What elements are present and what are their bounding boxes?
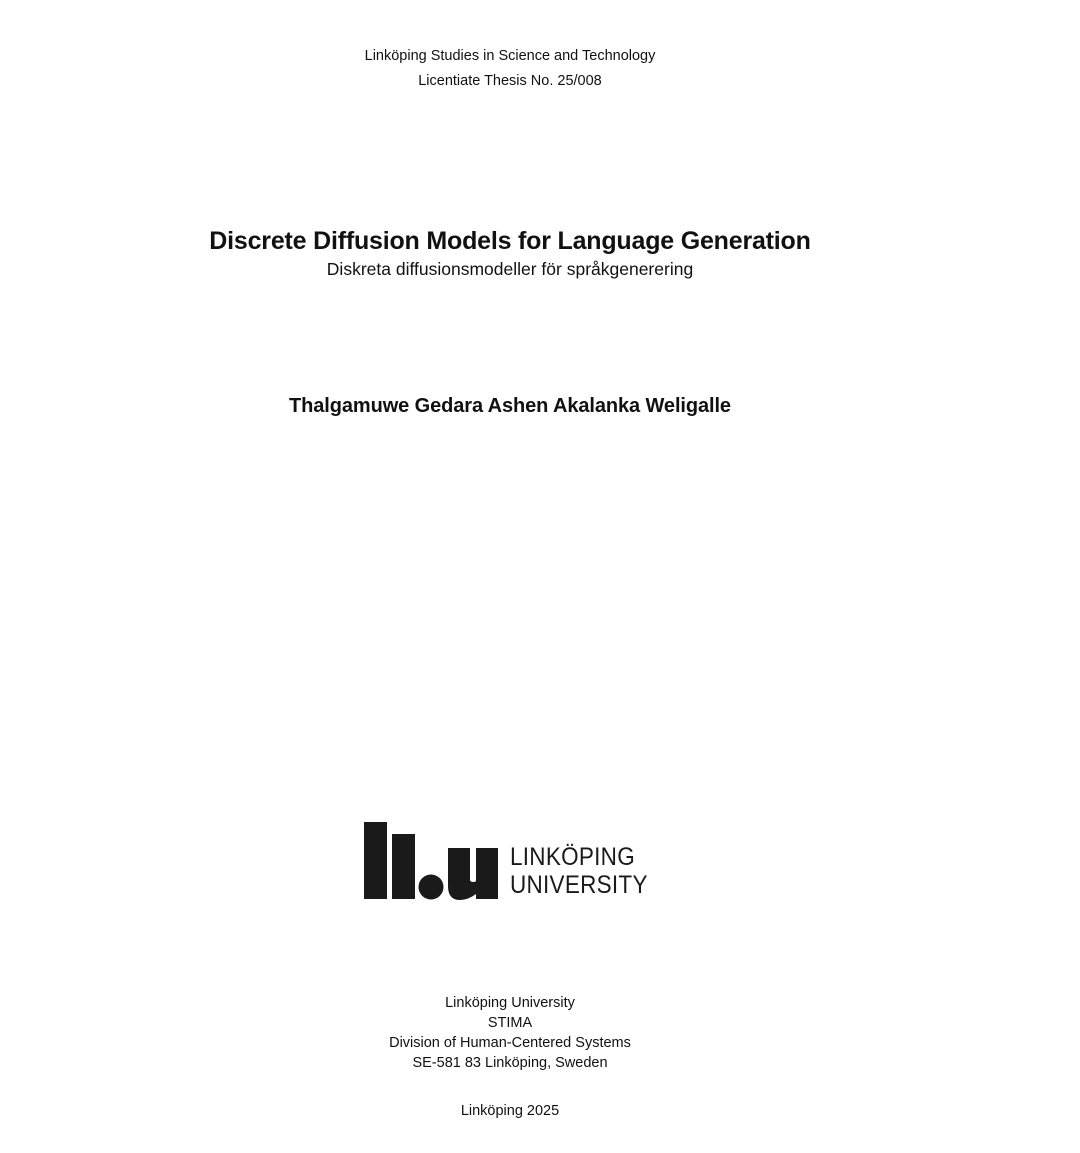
thesis-number: Licentiate Thesis No. 25/008	[418, 73, 602, 89]
logo-line-1: LINKÖPING	[510, 843, 635, 871]
thesis-title: Discrete Diffusion Models for Language Generation	[209, 227, 811, 255]
address-university: Linköping University	[445, 995, 575, 1011]
address-block	[0, 993, 1020, 1073]
series-name: Linköping Studies in Science and Technology	[364, 48, 656, 64]
place-and-year: Linköping 2025	[460, 1103, 560, 1119]
address-postal: SE-581 83 Linköping, Sweden	[412, 1055, 608, 1071]
author-name: Thalgamuwe Gedara Ashen Akalanka Weligalle	[289, 395, 731, 417]
logo-wordmark	[510, 843, 648, 899]
university-logo	[364, 822, 664, 902]
address-division: Division of Human-Centered Systems	[389, 1035, 631, 1051]
logo-line-2: UNIVERSITY	[510, 871, 648, 899]
liu-logo-mark-icon	[364, 822, 498, 900]
address-unit: STIMA	[487, 1015, 533, 1031]
thesis-title-swedish: Diskreta diffusionsmodeller för språkgenerering	[326, 259, 694, 279]
